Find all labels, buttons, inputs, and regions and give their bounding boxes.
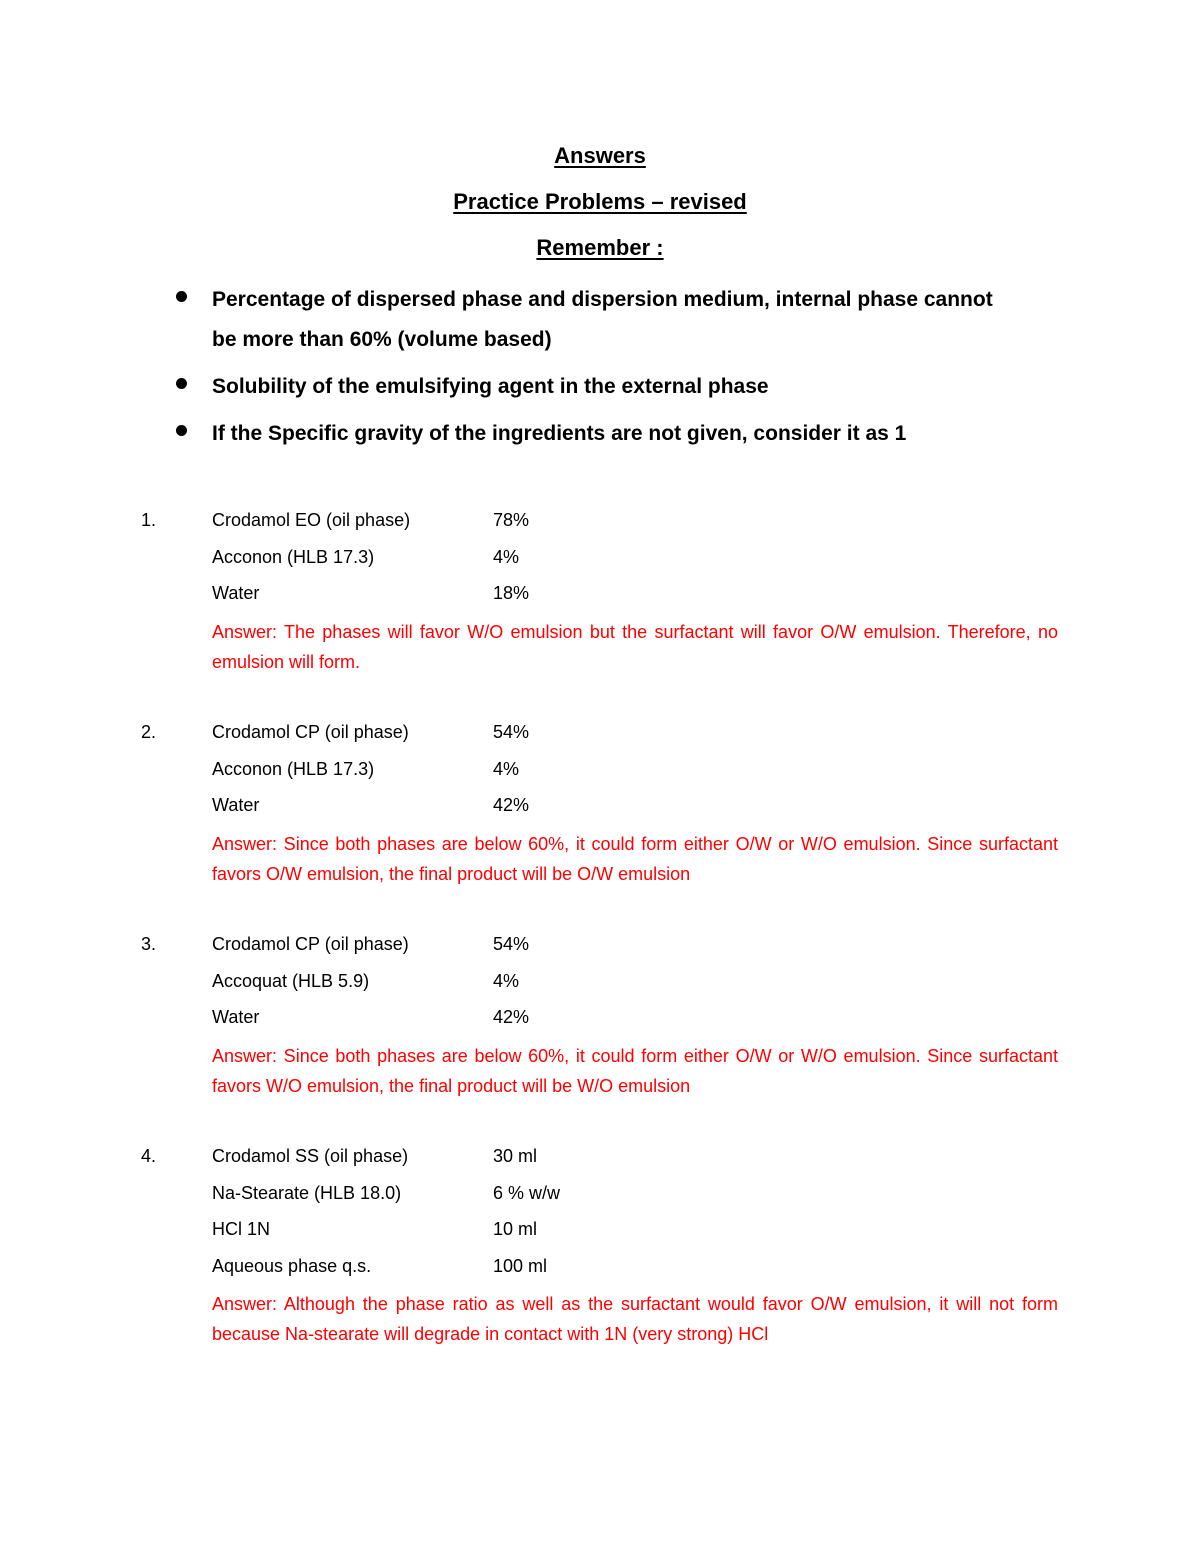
ingredient-row bbox=[0, 1253, 1200, 1290]
ingredient-amount: 78% bbox=[493, 510, 530, 530]
ingredient-row bbox=[0, 580, 1200, 617]
answer-text: Answer: Since both phases are below 60%, it could form either O/W or W/O emulsion. Since surfactant favors O/W emulsion, the final product will be O/W emulsion bbox=[212, 833, 1058, 884]
problem-2 bbox=[0, 719, 1200, 889]
ingredient-row bbox=[0, 507, 1200, 544]
bullet-icon bbox=[176, 425, 187, 436]
answer-text: Answer: Although the phase ratio as well as the surfactant would favor O/W emulsion, it will not form because Na-stearate will degrade in contact with 1N (very strong) HCl bbox=[212, 1294, 1058, 1344]
ingredient-row bbox=[0, 756, 1200, 793]
ingredient-name: Water bbox=[212, 1007, 260, 1027]
ingredient-row bbox=[0, 1180, 1200, 1217]
problem-4 bbox=[0, 1143, 1200, 1349]
page-title: Answers bbox=[554, 143, 646, 168]
ingredient-amount: 30 ml bbox=[493, 1146, 538, 1166]
problem-1 bbox=[0, 507, 1200, 677]
ingredient-row bbox=[0, 968, 1200, 1005]
page-subtitle: Practice Problems – revised bbox=[453, 189, 747, 214]
ingredient-amount: 54% bbox=[493, 722, 530, 742]
ingredient-row bbox=[0, 1216, 1200, 1253]
ingredient-name: Accoquat (HLB 5.9) bbox=[212, 970, 370, 991]
ingredient-name: HCl 1N bbox=[212, 1219, 271, 1239]
ingredient-amount: 4% bbox=[493, 970, 520, 991]
ingredient-row bbox=[0, 544, 1200, 581]
ingredient-amount: 100 ml bbox=[493, 1255, 548, 1276]
ingredient-name: Acconon (HLB 17.3) bbox=[212, 758, 375, 779]
remember-item bbox=[0, 280, 1012, 360]
ingredient-name: Acconon (HLB 17.3) bbox=[212, 546, 375, 567]
ingredient-amount: 18% bbox=[493, 583, 530, 603]
remember-item bbox=[0, 367, 1012, 407]
problem-number: 1. bbox=[141, 510, 157, 530]
remember-heading: Remember : bbox=[536, 235, 664, 260]
ingredient-name: Crodamol EO (oil phase) bbox=[212, 510, 411, 530]
remember-item bbox=[0, 414, 1012, 454]
answer-text: Answer: Since both phases are below 60%, it could form either O/W or W/O emulsion. Since surfactant favors W/O emulsion, the final product will be W/O emulsion bbox=[212, 1045, 1058, 1096]
ingredient-row bbox=[0, 1143, 1200, 1180]
problem-number: 4. bbox=[141, 1146, 157, 1166]
remember-item-text: Percentage of dispersed phase and dispersion medium, internal phase cannot be more than 60% (volume based) bbox=[212, 288, 993, 351]
ingredient-name: Crodamol CP (oil phase) bbox=[212, 722, 409, 742]
ingredient-name: Aqueous phase q.s. bbox=[212, 1255, 372, 1276]
remember-item-text: If the Specific gravity of the ingredients are not given, consider it as 1 bbox=[212, 422, 907, 445]
ingredient-row bbox=[0, 792, 1200, 829]
ingredient-row bbox=[0, 931, 1200, 968]
problem-number: 2. bbox=[141, 722, 157, 742]
ingredient-name: Water bbox=[212, 583, 260, 603]
bullet-icon bbox=[176, 291, 187, 302]
ingredient-name: Water bbox=[212, 795, 260, 815]
remember-list bbox=[0, 280, 1200, 461]
ingredient-name: Crodamol SS (oil phase) bbox=[212, 1146, 409, 1166]
ingredient-amount: 10 ml bbox=[493, 1219, 538, 1239]
ingredient-amount: 42% bbox=[493, 795, 530, 815]
ingredient-amount: 4% bbox=[493, 758, 520, 779]
ingredient-name: Na-Stearate (HLB 18.0) bbox=[212, 1182, 402, 1203]
answer-text: Answer: The phases will favor W/O emulsion but the surfactant will favor O/W emulsion. Therefore, no emulsion will form. bbox=[212, 621, 1058, 672]
bullet-icon bbox=[176, 378, 187, 389]
ingredient-amount: 54% bbox=[493, 934, 530, 954]
ingredient-row bbox=[0, 1004, 1200, 1041]
ingredient-amount: 4% bbox=[493, 546, 520, 567]
problem-number: 3. bbox=[141, 934, 157, 954]
ingredient-amount: 6 % w/w bbox=[493, 1182, 561, 1203]
ingredient-name: Crodamol CP (oil phase) bbox=[212, 934, 409, 954]
problem-3 bbox=[0, 931, 1200, 1101]
ingredient-row bbox=[0, 719, 1200, 756]
remember-item-text: Solubility of the emulsifying agent in the external phase bbox=[212, 375, 769, 398]
ingredient-amount: 42% bbox=[493, 1007, 530, 1027]
